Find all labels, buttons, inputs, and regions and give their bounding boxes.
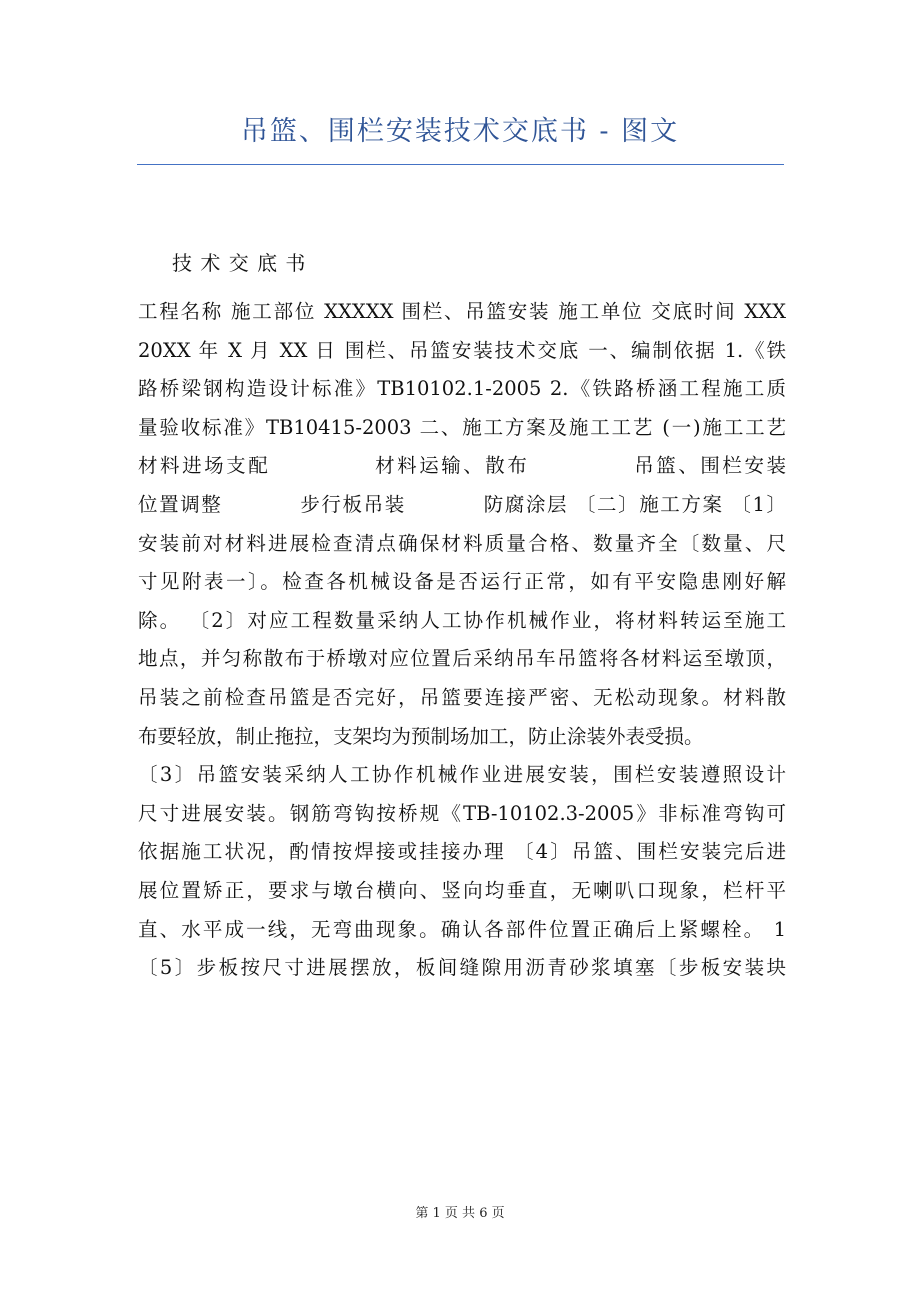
title-divider: [137, 164, 784, 165]
body-line: 吊装之前检查吊篮是否完好，吊篮要连接严密、无松动现象。材料散: [138, 685, 786, 709]
body-line: 路桥梁钢构造设计标准》TB10102.1-2005 2.《铁路桥涵工程施工质: [138, 377, 786, 401]
body-line: 展位置矫正，要求与墩台横向、竖向均垂直，无喇叭口现象，栏杆平: [138, 878, 786, 902]
section-heading: 技 术 交 底 书: [172, 251, 307, 275]
body-line: 寸见附表一〕。检查各机械设备是否运行正常，如有平安隐患刚好解: [138, 570, 786, 594]
body-line: 除。 〔2〕对应工程数量采纳人工协作机械作业，将材料转运至施工: [138, 608, 786, 632]
body-line: 量验收标准》TB10415-2003 二、施工方案及施工工艺 (一)施工工艺: [138, 415, 786, 439]
body-line: 〔3〕吊篮安装采纳人工协作机械作业进展安装，围栏安装遵照设计: [138, 763, 786, 787]
document-title: 吊篮、围栏安装技术交底书 - 图文: [240, 116, 680, 147]
body-text: [138, 293, 786, 988]
body-line: 位置调整 步行板吊装 防腐涂层 〔二〕施工方案 〔1〕: [138, 492, 786, 516]
page-footer: 第 1 页 共 6 页: [415, 1206, 505, 1221]
body-line: 依据施工状况，酌情按焊接或挂接办理 〔4〕吊篮、围栏安装完后进: [138, 840, 786, 864]
body-line: 直、水平成一线，无弯曲现象。确认各部件位置正确后上紧螺栓。 1: [138, 917, 786, 941]
body-line: 20XX 年 X 月 XX 日 围栏、吊篮安装技术交底 一、编制依据 1.《铁: [138, 338, 786, 362]
body-line: 安装前对材料进展检查清点确保材料质量合格、数量齐全〔数量、尺: [138, 531, 786, 555]
body-line: 地点，并匀称散布于桥墩对应位置后采纳吊车吊篮将各材料运至墩顶，: [138, 647, 786, 671]
body-line: 尺寸进展安装。钢筋弯钩按桥规《TB-10102.3-2005》非标准弯钩可: [138, 801, 786, 825]
body-line: 〔5〕步板按尺寸进展摆放，板间缝隙用沥青砂浆填塞〔步板安装块: [138, 956, 786, 980]
body-line: 工程名称 施工部位 XXXXX 围栏、吊篮安装 施工单位 交底时间 XXX: [138, 300, 786, 323]
body-line: 布要轻放，制止拖拉，支架均为预制场加工，防止涂装外表受损。: [138, 724, 704, 748]
body-line: 材料进场支配 材料运输、散布 吊篮、围栏安装: [138, 454, 786, 478]
